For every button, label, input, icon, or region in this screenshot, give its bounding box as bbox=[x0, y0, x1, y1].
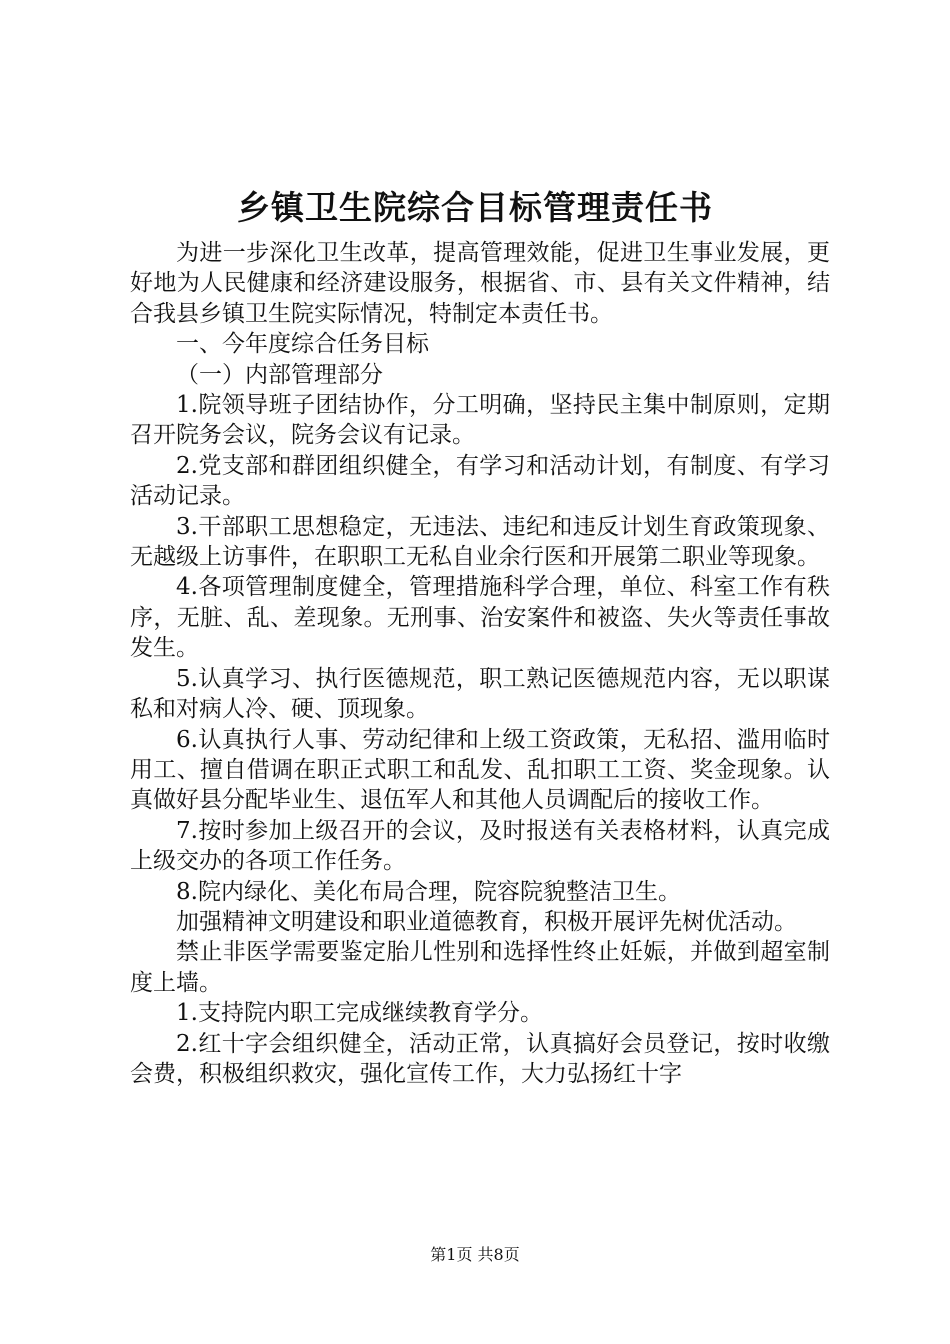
paragraph-prohibition: 禁止非医学需要鉴定胎儿性别和选择性终止妊娠，并做到超室制度上墙。 bbox=[130, 939, 830, 996]
list-item-8: 8.院内绿化、美化布局合理，院容院貌整洁卫生。 bbox=[176, 878, 681, 905]
list-item-red-cross: 2.红十字会组织健全，活动正常，认真搞好会员登记，按时收缴会费，积极组织救灾，强化宣传工作，大力弘扬红十字 bbox=[130, 1030, 830, 1087]
heading-section-1: 一、今年度综合任务目标 bbox=[176, 331, 429, 358]
document-body bbox=[130, 238, 830, 1089]
list-item-3: 3.干部职工思想稳定，无违法、违纪和违反计划生育政策现象、无越级上访事件，在职职工无私自业余行医和开展第二职业等现象。 bbox=[130, 513, 830, 571]
list-item-education: 1.支持院内职工完成继续教育学分。 bbox=[176, 1000, 543, 1027]
list-item-5: 5.认真学习、执行医德规范，职工熟记医德规范内容，无以职谋私和对病人冷、硬、顶现象。 bbox=[130, 665, 830, 723]
list-item-1: 1.院领导班子团结协作，分工明确，坚持民主集中制原则，定期召开院务会议，院务会议有记录。 bbox=[130, 392, 830, 449]
list-item-6: 6.认真执行人事、劳动纪律和上级工资政策，无私招、滥用临时用工、擅自借调在职正式职工和乱发、乱扣职工工资、奖金现象。认真做好县分配毕业生、退伍军人和其他人员调配后的接收工作。 bbox=[130, 726, 830, 814]
paragraph-preamble: 为进一步深化卫生改革，提高管理效能，促进卫生事业发展，更好地为人民健康和经济建设服务，根据省、市、县有关文件精神，结合我县乡镇卫生院实际情况，特制定本责任书。 bbox=[130, 240, 830, 327]
list-item-2: 2.党支部和群团组织健全，有学习和活动计划，有制度、有学习活动记录。 bbox=[130, 452, 830, 510]
document-title: 乡镇卫生院综合目标管理责任书 bbox=[237, 188, 713, 227]
heading-subsection-1: （一）内部管理部分 bbox=[176, 361, 383, 388]
page-number: 第1页 共8页 bbox=[430, 1245, 520, 1264]
list-item-4: 4.各项管理制度健全，管理措施科学合理，单位、科室工作有秩序，无脏、乱、差现象。无刑事、治安案件和被盗、失火等责任事故发生。 bbox=[130, 574, 830, 662]
paragraph-ethics: 加强精神文明建设和职业道德教育，积极开展评先树优活动。 bbox=[176, 908, 797, 935]
list-item-7: 7.按时参加上级召开的会议，及时报送有关表格材料，认真完成上级交办的各项工作任务。 bbox=[130, 817, 830, 875]
